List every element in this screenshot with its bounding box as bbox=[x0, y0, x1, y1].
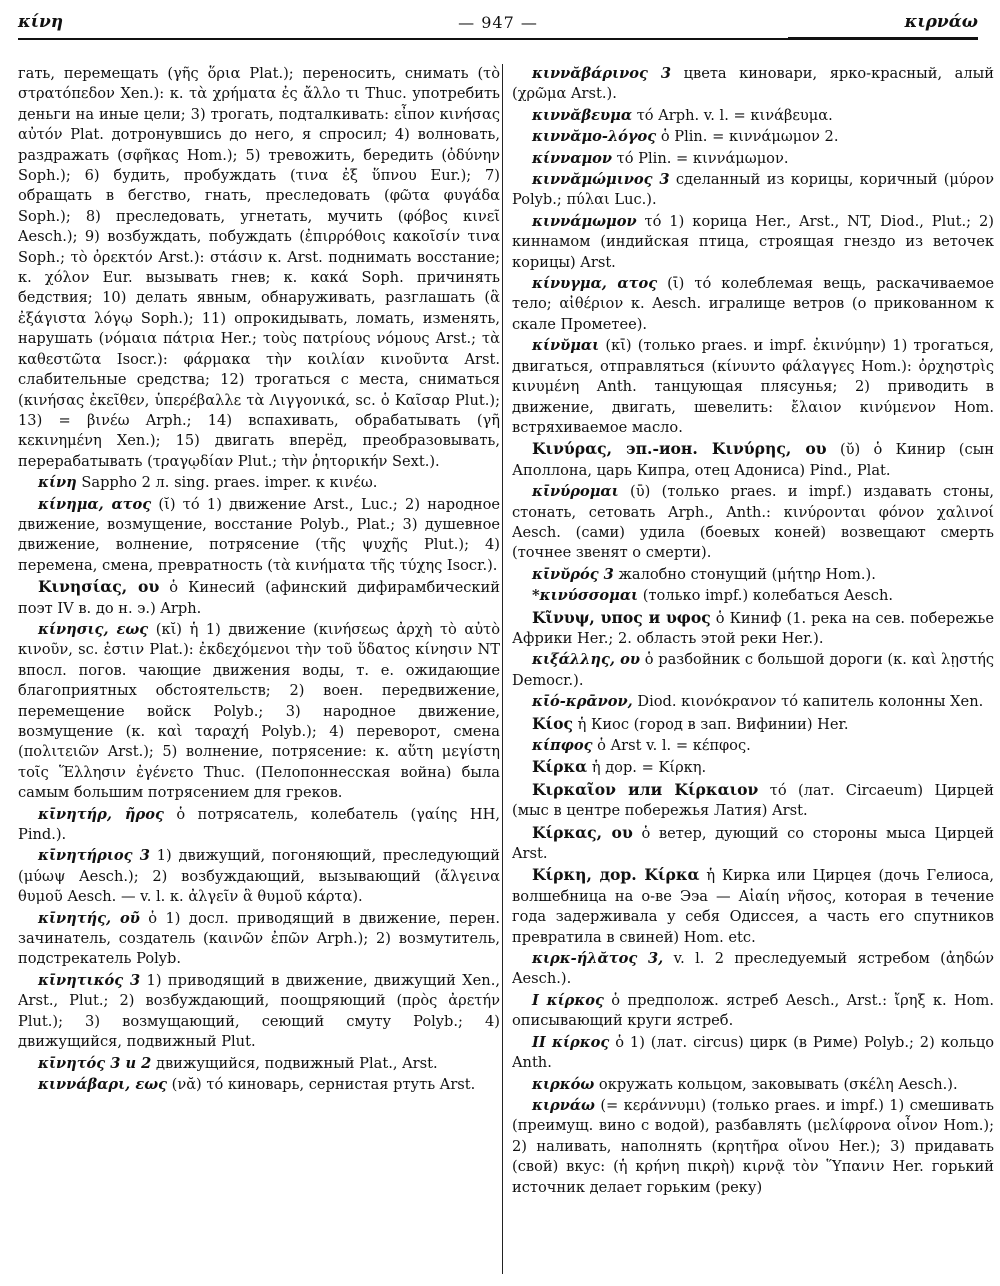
dictionary-entry bbox=[512, 650, 994, 691]
entry-definition: ὁ предполож. ястреб Aesch., Arst.: ἴρηξ κ. Hom. описывающий круги ястреб. bbox=[512, 991, 994, 1030]
dictionary-entry bbox=[512, 823, 994, 865]
entry-definition: (κῑ) (только praes. и impf. ἐκινύμην) 1) трогаться, двигаться, отправляться (κίνυντο φάλαγγες Hom.): ὀρχηστρὶς κινυμένη Anth. танцующая плясунья; 2) приводить в движение, двигать, шевелить: ἔλαιον κινύμενον Hom. встряхиваемое масло. bbox=[512, 337, 994, 436]
entry-definition: жалобно стонущий (μήτηρ Hom.). bbox=[618, 565, 876, 583]
entry-headword: I κίρκος bbox=[532, 991, 604, 1009]
entry-definition: v. l. 2 преследуемый ястребом (ἀηδών Aesch.). bbox=[512, 950, 994, 988]
entry-headword: κῑό-κρᾱνον, bbox=[532, 693, 633, 711]
entry-headword: Κίρκη, дор. Κίρκα bbox=[532, 865, 700, 885]
entry-definition: 1) движущий, погоняющий, преследующий (μύωψ Aesch.); 2) возбуждающий, вызывающий (ἄλγεινα θυμοῦ Aesch. — v. l. κ. ἀλγεῖν ἃ θυμοῦ κάρτα). bbox=[18, 847, 500, 906]
dictionary-entry bbox=[18, 805, 500, 846]
entry-definition: ὁ разбойник с большой дороги (κ. καὶ λῃστής Democr.). bbox=[512, 651, 994, 689]
entry-definition: τό 1) корица Her., Arst., NT, Diod., Plut.; 2) киннамом (индийская птица, строящая гнездо из веточек корицы) Arst. bbox=[512, 212, 994, 271]
dictionary-entry bbox=[512, 149, 994, 169]
dictionary-entry bbox=[512, 714, 994, 735]
entry-definition: τό Arph. v. l. = κινάβευμα. bbox=[636, 106, 833, 124]
entry-headword: κῑνητός 3 и 2 bbox=[38, 1054, 152, 1072]
entry-definition: Sappho 2 л. sing. praes. imper. к κινέω. bbox=[81, 474, 378, 492]
dictionary-entry bbox=[512, 1075, 994, 1095]
entry-definition: (ῑ) τό колеблемая вещь, раскачиваемое тело; αἰθέριον κ. Aesch. игралище ветров (о прикованном к скале Прометее). bbox=[512, 275, 994, 333]
entry-headword: κιξάλλης, ου bbox=[532, 651, 640, 669]
dictionary-entry bbox=[512, 170, 994, 211]
dictionary-entry bbox=[18, 1054, 500, 1074]
entry-headword: *κινύσσομαι bbox=[532, 587, 639, 605]
right-column bbox=[512, 64, 994, 1278]
dictionary-entry bbox=[512, 127, 994, 147]
entry-definition: ἡ Кирка или Цирцея (дочь Гелиоса, волшебница на о-ве Ээа — Αἰαίη νῆσος, которая в течение года задерживала у себя Одиссея, а часть его спутников превратила в свиней) Hom. etc. bbox=[512, 867, 994, 946]
dictionary-entry bbox=[512, 757, 994, 778]
entry-headword: κίνησις, εως bbox=[38, 620, 149, 638]
entry-definition: Diod. κιονόκρανον τό капитель колонны Xen. bbox=[637, 693, 984, 711]
entry-headword: II κίρκος bbox=[532, 1033, 610, 1051]
dictionary-entry bbox=[512, 212, 994, 273]
entry-headword: κίνημα, ατος bbox=[38, 495, 152, 513]
entry-headword: Κιρκαῖον или Κίρκαιον bbox=[532, 779, 759, 799]
dictionary-entry bbox=[18, 971, 500, 1053]
dictionary-entry bbox=[512, 482, 994, 564]
dictionary-entry bbox=[512, 736, 994, 756]
entry-definition: (только impf.) колебаться Aesch. bbox=[642, 587, 893, 605]
entry-headword: κίνῠμαι bbox=[532, 337, 600, 355]
entry-definition: ὁ 1) досл. приводящий в движение, перен. зачинатель, создатель (καινῶν ἐπῶν Arph.); 2) возмутитель, подстрекатель Polyb. bbox=[18, 909, 500, 968]
dictionary-entry bbox=[512, 565, 994, 585]
entry-definition: ὁ потрясатель, колебатель (γαίης HH, Pind.). bbox=[18, 805, 500, 844]
dictionary-entry bbox=[512, 692, 994, 712]
entry-definition: (κῐ) ἡ 1) движение (κινήσεως ἀρχὴ τὸ αὐτὸ κινοῦν, sc. ἐστιν Plat.): ἐκδεχόμενοι τὴν τοῦ ὕδατος κίνησιν NT впосл. погов. чающие движения воды, т. е. ожидающие благоприятных обстоятельств; 2) воен. передвижение, перемещение войск Polyb.; 3) народное движение, возмущение (κ. καὶ ταραχή Polyb.); 4) переворот, смена (πολιτειῶν Arst.); 5) волнение, потрясение: κ. αὕτη μεγίστη τοῖς Ἕλλησιν ἐγένετο Thuc. (Пелопоннесская война) была самым большим потрясением для греков. bbox=[18, 620, 500, 802]
entry-definition: τό Plin. = κιννάμωμον. bbox=[616, 149, 789, 167]
entry-definition: ὁ Киниф (1. река на сев. побережье Африки Her.; 2. область этой реки Her.). bbox=[512, 609, 994, 647]
right-running-headword: κιρνάω bbox=[904, 12, 978, 32]
entry-headword: κιρκ-ήλᾰτος 3, bbox=[532, 950, 664, 968]
entry-headword: Κίος bbox=[532, 713, 573, 733]
dictionary-entry bbox=[18, 846, 500, 907]
entry-headword: κιννᾰμώμινος 3 bbox=[532, 171, 670, 189]
dictionary-entry bbox=[512, 439, 994, 481]
dictionary-entry bbox=[512, 949, 994, 990]
entry-headword: κῑνητήριος 3 bbox=[38, 847, 150, 865]
entry-definition: 1) приводящий в движение, движущий Xen., Arst., Plut.; 2) возбуждающий, поощряющий (πρὸς ἀρετήν Plut.); 3) возмущающий, сеющий смуту Polyb.; 4) движущийся, подвижный Plut. bbox=[18, 971, 500, 1051]
dictionary-entry bbox=[18, 64, 500, 472]
entry-headword: κῑνητικός 3 bbox=[38, 971, 141, 989]
dictionary-entry bbox=[512, 1033, 994, 1074]
entry-headword: κῑνητής, οῦ bbox=[38, 909, 140, 927]
column-divider bbox=[502, 64, 503, 1274]
dictionary-entry bbox=[18, 577, 500, 619]
page-header bbox=[18, 10, 978, 38]
entry-definition: (= κεράννυμι) (только praes. и impf.) 1) смешивать (преимущ. вино с водой), разбавлять (μελίφρονα οἶνον Hom.); 2) наливать, наполнять (κρητῆρα οἴνου Her.); 3) придавать (свой) вкус: (ἡ κρήνη πικρὴ) κιρνᾷ τὸν Ὕπανιν Her. горький источник делает горьким (реку) bbox=[512, 1096, 994, 1196]
entry-definition: τό (лат. Circaeum) Цирцей (мыс в центре побережья Латия) Arst. bbox=[512, 781, 994, 820]
entry-definition: (ῠ) ὁ Кинир (сын Аполлона, царь Кипра, отец Адониса) Pind., Plat. bbox=[512, 441, 994, 479]
entry-headword: κίνη bbox=[38, 474, 77, 492]
entry-definition: (ῡ) (только praes. и impf.) издавать стоны, стонать, сетовать Arph., Anth.: κινύρονται φόνον χαλινοί Aesch. (сами) удила (боевых коней) возвещают смерть (точнее звенят о смерти). bbox=[512, 483, 994, 562]
entry-definition: ὁ ветер, дующий со стороны мыса Цирцей Arst. bbox=[512, 824, 994, 863]
entry-definition: (νᾰ) τό киноварь, сернистая ртуть Arst. bbox=[171, 1075, 476, 1093]
entry-headword: Κινύρας, эп.-ион. Κινύρης, ου bbox=[532, 439, 827, 459]
dictionary-entry bbox=[18, 909, 500, 970]
dictionary-entry bbox=[512, 274, 994, 335]
entry-headword: κιννάβαρι, εως bbox=[38, 1075, 167, 1093]
entry-headword: κιρκόω bbox=[532, 1075, 595, 1093]
entry-headword: κῑνητήρ, ῆρος bbox=[38, 805, 164, 823]
entry-definition: сделанный из корицы, коричный (μύρον Polyb.; πύλαι Luc.). bbox=[512, 171, 994, 209]
dictionary-entry bbox=[18, 473, 500, 493]
entry-headword: Κίρκα bbox=[532, 757, 588, 777]
entry-headword: κίπφος bbox=[532, 737, 593, 754]
dictionary-entry bbox=[512, 865, 994, 948]
entry-headword: κιννᾰβάρινος 3 bbox=[532, 65, 672, 82]
entry-headword: κιννᾰμο-λόγος bbox=[532, 128, 657, 146]
dictionary-entry bbox=[512, 608, 994, 650]
entry-definition: ὁ Plin. = κιννάμωμον 2. bbox=[660, 128, 839, 146]
left-running-headword: κίνη bbox=[18, 12, 64, 32]
dictionary-entry bbox=[512, 780, 994, 822]
entry-definition: ἡ Киос (город в зап. Вифинии) Her. bbox=[577, 715, 849, 733]
dictionary-entry bbox=[18, 495, 500, 577]
entry-headword: Κινησίας, ου bbox=[38, 577, 160, 597]
left-column bbox=[18, 64, 500, 1278]
entry-definition: цвета киновари, ярко-красный, алый (χρῶμα Arst.). bbox=[512, 65, 994, 103]
dictionary-entry bbox=[512, 336, 994, 438]
entry-definition: ὁ 1) (лат. circus) цирк (в Риме) Polyb.; 2) кольцо Anth. bbox=[512, 1033, 994, 1072]
dictionary-entry bbox=[512, 64, 994, 105]
entry-definition: гать, перемещать (γῆς ὅρια Plat.); переносить, снимать (τὸ στρατόπεδον Xen.): κ. τὰ χρήματα ἐς ἄλλο τι Thuc. употребить деньги на иные цели; 3) трогать, подталкивать: εἶπον κινήσας αὐτόν Plat. дотронувшись до него, я спросил; 4) волновать, раздражать (σφῆκας Hom.); 5) тревожить, бередить (ὀδύνην Soph.); 6) будить, пробуждать (τινα ἐξ ὕπνου Eur.); 7) обращать в бегство, гнать, преследовать (φῶτα φυγάδα Soph.); 8) преследовать, угнетать, мучить (φόβος κινεῖ Aesch.); 9) возбуждать, побуждать (ἐπιρρόθοις κακοῖσίν τινα Soph.; τὸ ὀρεκτόν Arst.): στάσιν κ. Arst. поднимать восстание; κ. χόλον Eur. вызывать гнев; κ. κακά Soph. причинять бедствия; 10) делать явным, обнаруживать, разглашать (ἃ ἐξάγιστα λόγῳ Soph.); 11) опрокидывать, ломать, изменять, нарушать (νόμαια πάτρια Her.; τοὺς πατρίους νόμους Arst.; τὰ καθεστῶτα Isocr.): φάρμακα τὴν κοιλίαν κινοῦντα Arst. слабительные средства; 12) трогаться с места, сниматься (κινήσας ἐκεῖθεν, ὑπερέβαλλε τὰ Λιγγονικά, sc. ὁ Καῖσαρ Plut.); 13) = βινέω Arph.; 14) вспахивать, обрабатывать (γῆ κεκινημένη Xen.); 15) двигать вперёд, преобразовывать, перерабатывать (τραγῳδίαν Plut.; τὴν ῥητορικήν Sext.). bbox=[18, 65, 500, 470]
header-rule bbox=[18, 38, 978, 40]
entry-headword: κίνυγμα, ατος bbox=[532, 275, 658, 293]
dictionary-entry bbox=[18, 620, 500, 804]
dictionary-entry bbox=[512, 586, 994, 606]
entry-definition: ὁ Arst v. l. = κέπφος. bbox=[597, 737, 751, 754]
entry-headword: Κίρκας, ου bbox=[532, 822, 633, 842]
entry-headword: κίνναμον bbox=[532, 149, 613, 167]
entry-headword: κῑνῠρός 3 bbox=[532, 565, 614, 583]
dictionary-entry bbox=[512, 1096, 994, 1198]
dictionary-entry bbox=[512, 991, 994, 1032]
entry-definition: окружать кольцом, заковывать (σκέλη Aesch.). bbox=[598, 1075, 958, 1093]
dictionary-entry bbox=[512, 106, 994, 126]
entry-definition: (ῐ) τό 1) движение Arst., Luc.; 2) народное движение, возмущение, восстание Polyb., Plat.; 3) душевное движение, волнение, потрясение (τῆς ψυχῆς Plut.); 4) перемена, смена, превратность (τὰ κινήματα τῆς τύχης Isocr.). bbox=[18, 495, 500, 574]
entry-definition: ἡ дор. = Κίρκη. bbox=[591, 759, 707, 777]
entry-headword: κιννᾰβευμα bbox=[532, 106, 633, 124]
page-number: — 947 — bbox=[458, 13, 538, 32]
entry-headword: κιρνάω bbox=[532, 1096, 595, 1114]
dictionary-entry bbox=[18, 1075, 500, 1095]
entry-headword: κῑνύρομαι bbox=[532, 483, 619, 501]
entry-definition: ὁ Кинесий (афинский дифирамбический поэт IV в. до н. э.) Arph. bbox=[18, 579, 500, 617]
entry-definition: движущийся, подвижный Plat., Arst. bbox=[155, 1054, 438, 1072]
entry-headword: Κῖνυψ, υπος и υφος bbox=[532, 607, 711, 627]
entry-headword: κιννάμωμον bbox=[532, 212, 637, 230]
